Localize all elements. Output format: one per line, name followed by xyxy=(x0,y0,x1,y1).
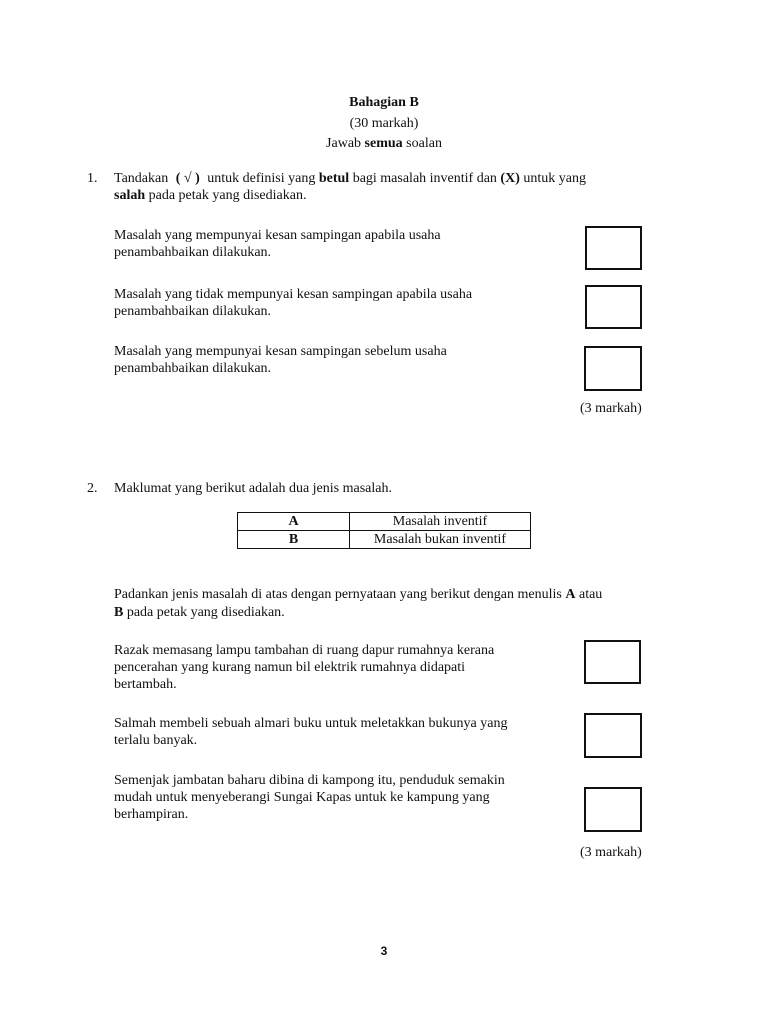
statement-line: penambahbaikan dilakukan. xyxy=(114,304,272,319)
statement-line: Semenjak jambatan baharu dibina di kampong itu, penduduk semakin xyxy=(114,773,505,788)
question-2-statement-1 xyxy=(114,642,494,693)
statement-line: berhampiran. xyxy=(114,807,189,822)
table-row xyxy=(238,531,531,549)
question-1-text-line1: Tandakan ( √ ) untuk definisi yang betul bagi masalah inventif dan (X) untuk yang xyxy=(114,171,586,186)
statement-line: Razak memasang lampu tambahan di ruang dapur rumahnya kerana xyxy=(114,643,495,658)
statement-line: penambahbaikan dilakukan. xyxy=(114,245,272,260)
statement-line: penambahbaikan dilakukan. xyxy=(114,361,272,376)
question-1-text-line2: salah pada petak yang disediakan. xyxy=(114,188,307,203)
answer-box-q2-1[interactable] xyxy=(584,640,641,684)
statement-line: bertambah. xyxy=(114,677,177,692)
question-1-statement-2 xyxy=(114,286,472,320)
answer-box-q1-1[interactable] xyxy=(585,226,642,270)
statement-line: pencerahan yang kurang namun bil elektrik rumahnya didapati xyxy=(114,660,466,675)
section-instruction: Jawab semua soalan xyxy=(326,136,442,151)
statement-line: Masalah yang tidak mempunyai kesan sampingan apabila usaha xyxy=(114,287,473,302)
question-1-number: 1. xyxy=(87,171,98,186)
table-cell-key: B xyxy=(238,531,350,549)
question-2-statement-3 xyxy=(114,772,505,823)
statement-line: Salmah membeli sebuah almari buku untuk meletakkan bukunya yang xyxy=(114,716,508,731)
table-row xyxy=(238,513,531,531)
statement-line: terlalu banyak. xyxy=(114,733,198,748)
question-2-intro: Maklumat yang berikut adalah dua jenis masalah. xyxy=(114,481,392,496)
section-title: Bahagian B xyxy=(349,95,419,110)
question-2-instruction-line2: B pada petak yang disediakan. xyxy=(114,605,285,620)
answer-box-q1-3[interactable] xyxy=(584,346,642,391)
statement-line: mudah untuk menyeberangi Sungai Kapas untuk ke kampung yang xyxy=(114,790,490,805)
question-1-statement-1 xyxy=(114,227,441,261)
statement-line: Masalah yang mempunyai kesan sampingan sebelum usaha xyxy=(114,344,447,359)
question-1-statement-3 xyxy=(114,343,447,377)
statement-line: Masalah yang mempunyai kesan sampingan apabila usaha xyxy=(114,228,441,243)
question-2-instruction-line1: Padankan jenis masalah di atas dengan pernyataan yang berikut dengan menulis A atau xyxy=(114,587,603,602)
page-number: 3 xyxy=(380,944,388,958)
problem-type-table xyxy=(237,512,531,549)
answer-box-q1-2[interactable] xyxy=(585,285,642,329)
answer-box-q2-3[interactable] xyxy=(584,787,642,832)
question-2-statement-2 xyxy=(114,715,507,749)
section-marks: (30 markah) xyxy=(349,116,419,131)
table-cell-key: A xyxy=(238,513,350,531)
question-2-marks: (3 markah) xyxy=(580,845,642,860)
answer-box-q2-2[interactable] xyxy=(584,713,642,758)
question-2-number: 2. xyxy=(87,481,98,496)
table-cell-value: Masalah inventif xyxy=(350,513,531,531)
table-cell-value: Masalah bukan inventif xyxy=(350,531,531,549)
question-1-marks: (3 markah) xyxy=(580,401,642,416)
